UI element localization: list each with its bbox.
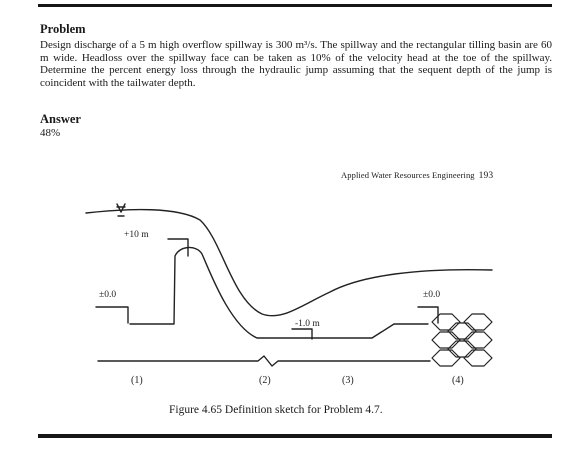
problem-heading: Problem xyxy=(40,22,86,36)
section-label-4: (4) xyxy=(452,375,464,386)
section-label-1: (1) xyxy=(131,375,143,386)
datum-left-label: ±0.0 xyxy=(99,290,117,300)
crest-label: +10 m xyxy=(124,230,149,240)
basin-floor-label: -1.0 m xyxy=(295,319,320,329)
answer-heading: Answer xyxy=(40,112,81,126)
book-title: Applied Water Resources Engineering xyxy=(341,170,475,180)
spillway-base xyxy=(96,307,128,323)
riprap xyxy=(432,314,492,366)
section-label-2: (2) xyxy=(259,375,271,386)
section-label-3: (3) xyxy=(342,375,354,386)
datum-right-leader xyxy=(418,307,438,323)
channel-bottom xyxy=(98,356,430,366)
datum-right-label: ±0.0 xyxy=(423,290,441,300)
answer-value: 48% xyxy=(40,127,61,139)
problem-text: Design discharge of a 5 m high overflow spillway is 300 m³/s. The spillway and the rectangular tilling basin are 60 m wide. Headloss over the spillway face can be taken as 10% of the velocity head at the toe of the spillway. Determine the percent energy loss through the hydraulic jump assuming that the sequent depth of the jump is coincident with the tailwater depth. xyxy=(40,39,552,89)
spillway-profile xyxy=(130,247,428,338)
page-number: 193 xyxy=(478,171,494,181)
figure-caption: Figure 4.65 Definition sketch for Problem 4.7. xyxy=(169,404,383,416)
bottom-rule xyxy=(38,434,552,438)
